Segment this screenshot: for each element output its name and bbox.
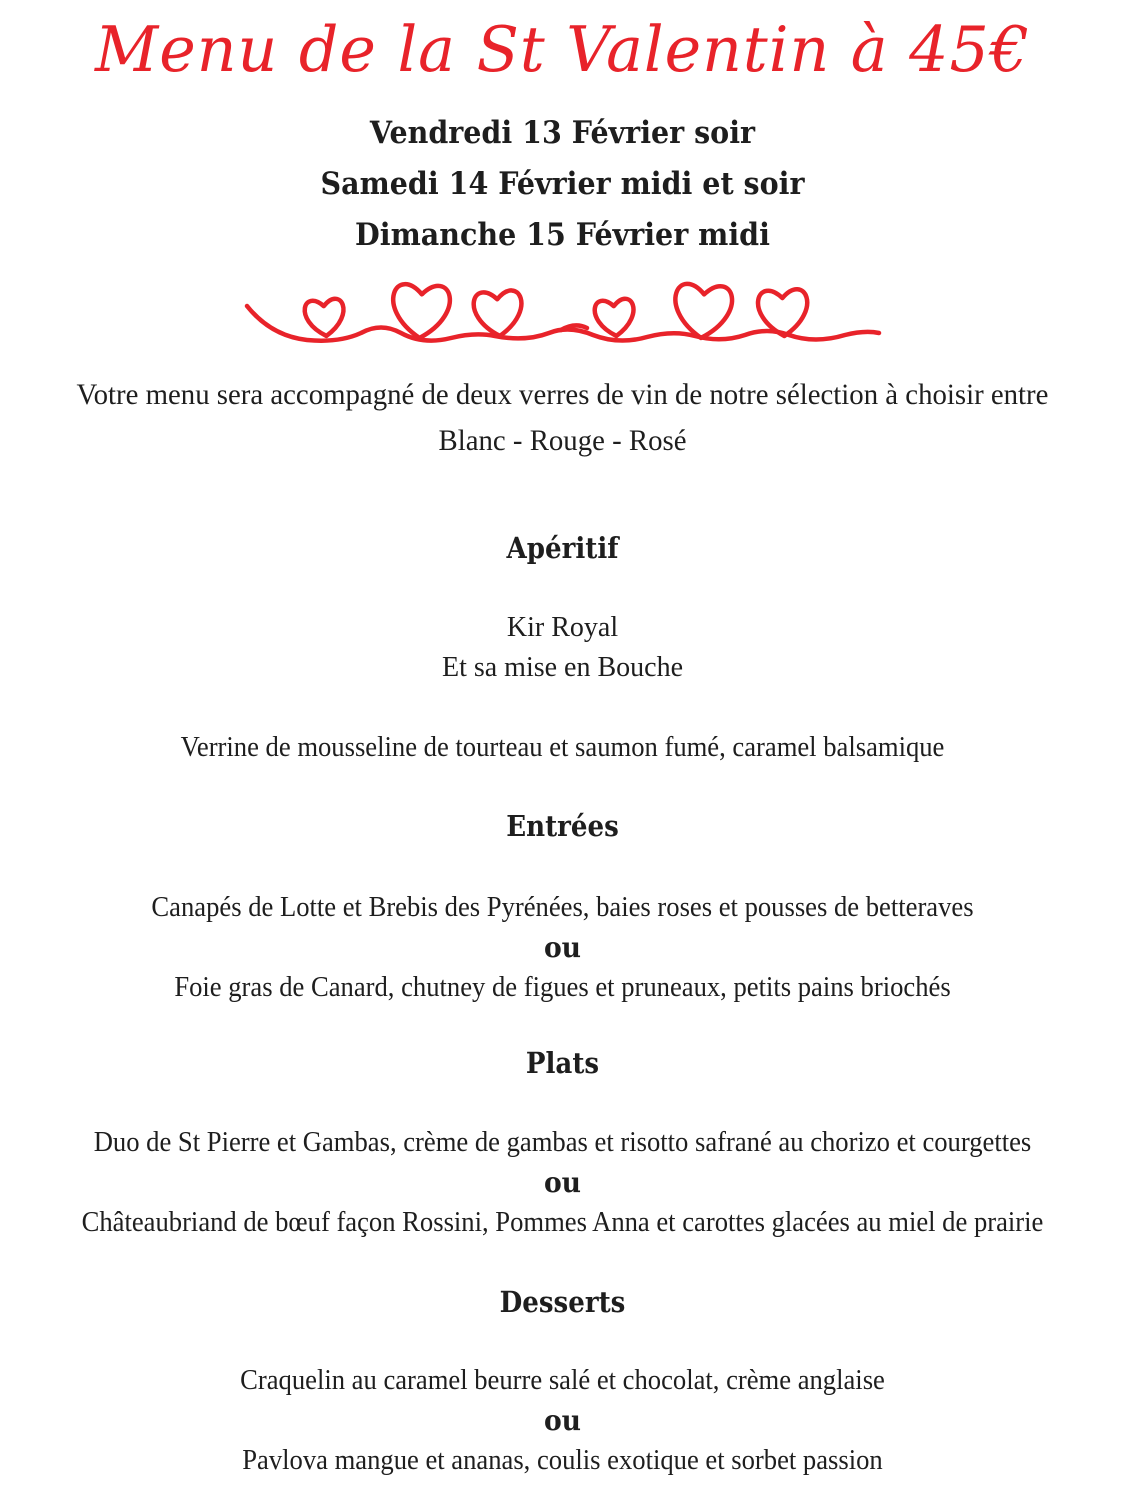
- hearts-scribble-icon: [243, 250, 883, 360]
- menu-item: Châteaubriand de bœuf façon Rossini, Pommes Anna et carottes glacées au miel de prairie: [81, 1207, 1044, 1238]
- section-heading-plats: Plats: [525, 1046, 600, 1080]
- wine-note: [23, 372, 1103, 464]
- wine-note-line: Votre menu sera accompagné de deux verres de vin de notre sélection à choisir entre: [76, 378, 1049, 411]
- menu-item: Foie gras de Canard, chutney de figues et pruneaux, petits pains briochés: [174, 972, 951, 1003]
- plats-items: [28, 1123, 1097, 1243]
- section-heading-desserts: Desserts: [499, 1285, 626, 1319]
- menu-item: Et sa mise en Bouche: [441, 652, 684, 683]
- menu-item: Pavlova mangue et ananas, coulis exotique et sorbet passion: [242, 1445, 883, 1476]
- menu-item: Kir Royal: [506, 612, 619, 643]
- menu-item: Canapés de Lotte et Brebis des Pyrénées, baies roses et pousses de betteraves: [151, 892, 974, 923]
- wine-note-line: Blanc - Rouge - Rosé: [438, 424, 687, 457]
- hearts-divider: [0, 250, 1125, 362]
- section-heading-entrees: Entrées: [506, 809, 619, 843]
- date-line: Samedi 14 Février midi et soir: [320, 166, 805, 202]
- or-separator: ou: [543, 1166, 582, 1199]
- menu-item: Duo de St Pierre et Gambas, crème de gambas et risotto safrané au chorizo et courgettes: [93, 1127, 1032, 1158]
- date-line: Dimanche 15 Février midi: [355, 217, 770, 253]
- menu-dates: [45, 108, 1080, 261]
- aperitif-items: [0, 608, 1125, 688]
- aperitif-note: Verrine de mousseline de tourteau et saumon fumé, caramel balsamique: [180, 732, 945, 763]
- menu-title: Menu de la St Valentin à 45€: [95, 13, 1030, 86]
- or-separator: ou: [543, 931, 582, 964]
- date-line: Vendredi 13 Février soir: [369, 115, 756, 151]
- desserts-items: [28, 1361, 1097, 1481]
- or-separator: ou: [543, 1404, 582, 1437]
- section-heading-aperitif: Apéritif: [506, 531, 619, 565]
- menu-item: Craquelin au caramel beurre salé et chocolat, crème anglaise: [240, 1365, 885, 1396]
- entrees-items: [28, 888, 1097, 1008]
